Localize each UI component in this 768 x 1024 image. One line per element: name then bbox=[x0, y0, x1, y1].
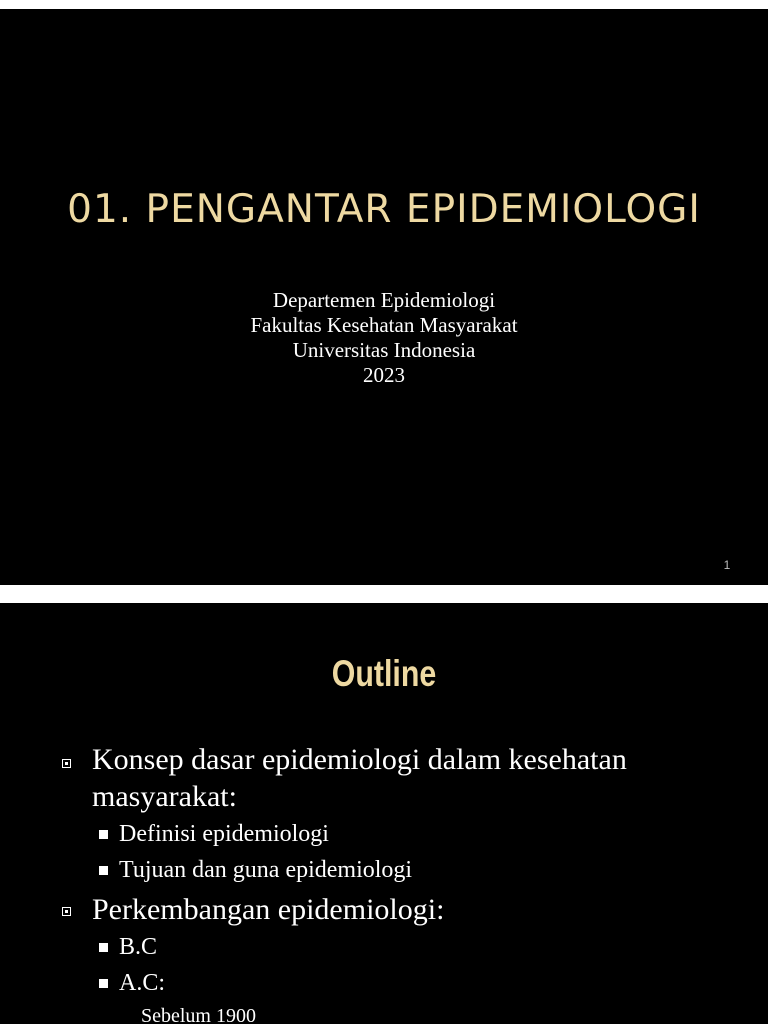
outline-subsubitem-sebelum-1900: Sebelum 1900 bbox=[141, 1005, 256, 1024]
filled-square-bullet-icon bbox=[99, 830, 108, 839]
outline-item-konsep: Konsep dasar epidemiologi dalam kesehatan masyarakat: bbox=[92, 743, 627, 813]
slide-number: 1 bbox=[723, 558, 731, 572]
outline-subitem-ac: A.C: bbox=[119, 970, 166, 996]
subtitle-university: Universitas Indonesia bbox=[292, 338, 476, 362]
outline-subitem-bc: B.C bbox=[119, 934, 158, 960]
slide-subtitle bbox=[0, 288, 768, 388]
subtitle-year: 2023 bbox=[363, 363, 405, 387]
subtitle-department: Departemen Epidemiologi bbox=[272, 288, 496, 312]
filled-square-bullet-icon bbox=[99, 979, 108, 988]
outline-slide bbox=[0, 603, 768, 1024]
boxed-square-bullet-icon bbox=[62, 907, 71, 916]
outline-subitem-tujuan: Tujuan dan guna epidemiologi bbox=[119, 857, 413, 883]
outline-subitem-definisi: Definisi epidemiologi bbox=[119, 821, 329, 847]
filled-square-bullet-icon bbox=[99, 943, 108, 952]
outline-item-perkembangan: Perkembangan epidemiologi: bbox=[92, 893, 445, 926]
filled-square-bullet-icon bbox=[99, 866, 108, 875]
title-slide bbox=[0, 9, 768, 585]
slide-title: 01. PENGANTAR EPIDEMIOLOGI bbox=[67, 187, 701, 232]
outline-title: Outline bbox=[331, 653, 437, 694]
boxed-square-bullet-icon bbox=[62, 759, 71, 768]
subtitle-faculty: Fakultas Kesehatan Masyarakat bbox=[250, 313, 518, 337]
